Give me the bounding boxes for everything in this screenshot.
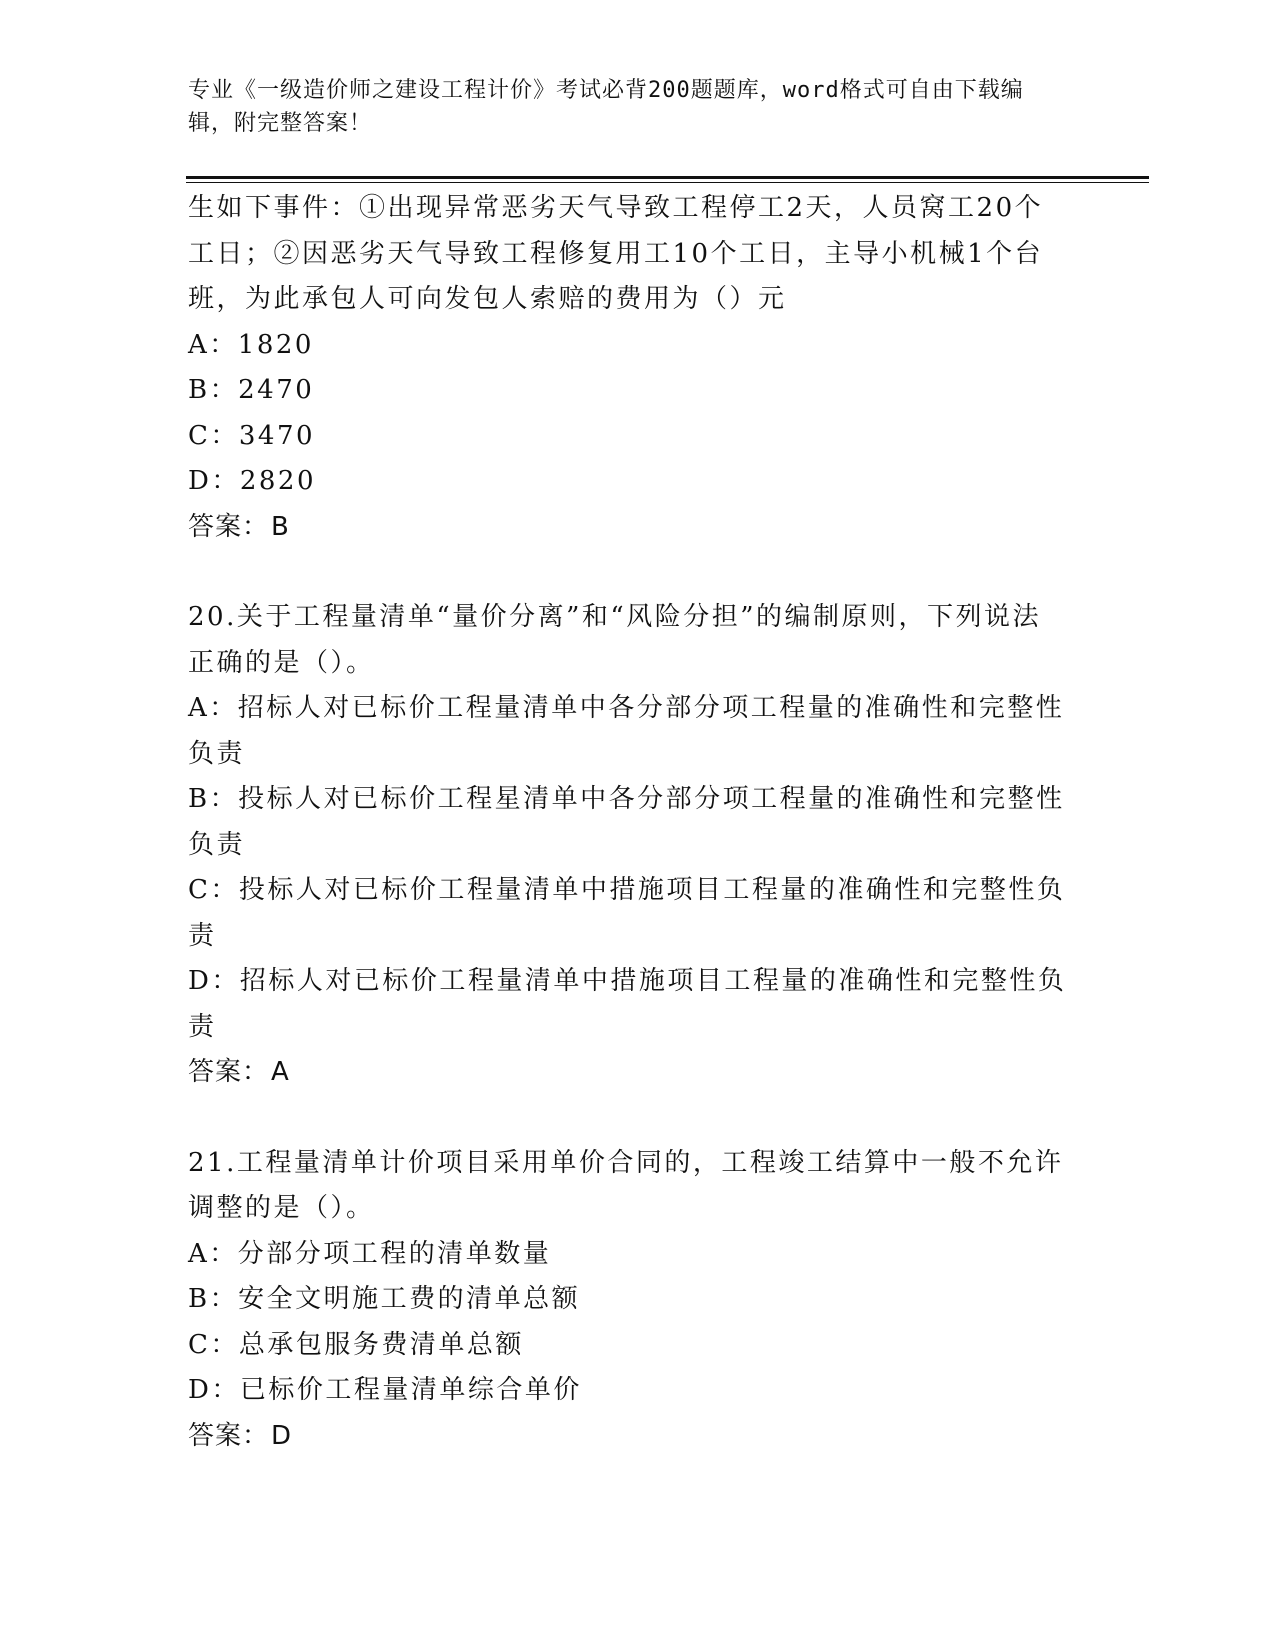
question-text: 生如下事件：①出现异常恶劣天气导致工程停工2天，人员窝工20个工日；②因恶劣天气导致工程修复用工10个工日，主导小机械1个台班，为此承包人可向发包人索赔的费用为（）元 [188,193,1044,314]
answer-label: 答案： [188,1057,270,1087]
question-21 [188,1141,1068,1460]
answer-line [188,1050,1068,1096]
question-list [188,186,1068,1459]
answer-line [188,1414,1068,1460]
header-text: 专业《一级造价师之建设工程计价》考试必背200题题库，word格式可自由下载编辑，附完整答案！ [188,78,1024,136]
answer-line [188,505,1068,551]
answer-value: B [271,511,290,542]
header-divider-thin [186,182,1149,183]
option-d: D：招标人对已标价工程量清单中措施项目工程量的准确性和完整性负责 [188,966,1067,1042]
answer-label: 答案： [188,1420,270,1451]
option-a: A：招标人对已标价工程量清单中各分部分项工程量的准确性和完整性负责 [188,693,1065,769]
answer-value: A [271,1057,290,1087]
question-text: 21.工程量清单计价项目采用单价合同的，工程竣工结算中一般不允许调整的是（）。 [188,1147,1064,1223]
option-a: A：1820 [188,329,314,360]
option-b: B：安全文明施工费的清单总额 [188,1284,581,1314]
option-b: B：投标人对已标价工程星清单中各分部分项工程量的准确性和完整性负责 [188,784,1065,860]
option-c: C：3470 [188,420,316,451]
option-a: A：分部分项工程的清单数量 [188,1238,552,1269]
answer-value: D [271,1420,293,1451]
option-c: C：投标人对已标价工程量清单中措施项目工程量的准确性和完整性负责 [188,875,1066,951]
option-c: C：总承包服务费清单总额 [188,1329,524,1360]
question-text: 20.关于工程量清单“量价分离”和“风险分担”的编制原则，下列说法正确的是（）。 [188,602,1042,678]
question-20 [188,595,1068,1096]
option-d: D：2820 [188,466,317,496]
header-divider-thick [186,176,1149,179]
option-b: B：2470 [188,375,315,405]
document-header [188,74,1068,140]
question-19 [188,186,1068,550]
option-d: D：已标价工程量清单综合单价 [188,1375,582,1405]
answer-label: 答案： [188,511,270,542]
